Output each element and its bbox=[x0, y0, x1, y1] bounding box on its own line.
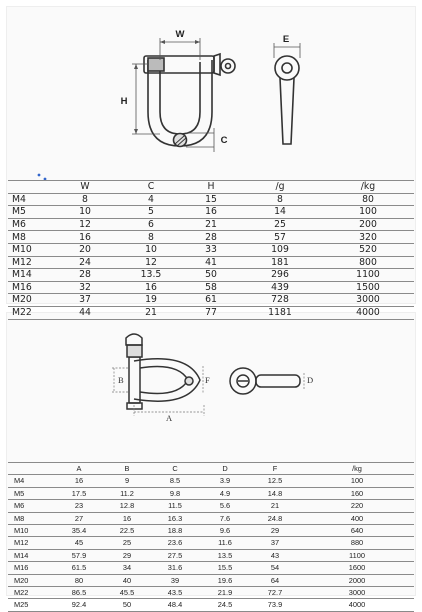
value-cell: 8.5 bbox=[150, 475, 200, 487]
value-cell: 16 bbox=[104, 512, 150, 524]
value-cell: 6 bbox=[118, 218, 184, 231]
value-cell: 17.5 bbox=[54, 487, 104, 499]
value-cell: 80 bbox=[54, 574, 104, 586]
value-cell: 29 bbox=[250, 524, 300, 536]
value-cell: 16 bbox=[54, 475, 104, 487]
table-row bbox=[8, 500, 414, 512]
value-cell: 100 bbox=[322, 206, 414, 219]
value-cell: 181 bbox=[238, 256, 322, 269]
size-cell: M25 bbox=[8, 599, 54, 611]
size-cell: M10 bbox=[8, 243, 52, 256]
value-cell: 8 bbox=[238, 193, 322, 206]
value-cell: 800 bbox=[322, 256, 414, 269]
value-cell: 12 bbox=[118, 256, 184, 269]
size-cell: M4 bbox=[8, 475, 54, 487]
dim-label-d: D bbox=[307, 375, 314, 385]
value-cell: 200 bbox=[322, 218, 414, 231]
size-cell: M20 bbox=[8, 574, 54, 586]
table-row bbox=[8, 512, 414, 524]
value-cell: 40 bbox=[104, 574, 150, 586]
value-cell: 21 bbox=[184, 218, 238, 231]
value-cell: 37 bbox=[250, 537, 300, 549]
bow-side-pin bbox=[256, 375, 300, 387]
value-cell: 109 bbox=[238, 243, 322, 256]
value-cell: 32 bbox=[52, 281, 118, 294]
size-cell: M5 bbox=[8, 487, 54, 499]
value-cell: 4000 bbox=[322, 306, 414, 319]
value-cell: 9.6 bbox=[200, 524, 250, 536]
value-cell: 45 bbox=[54, 537, 104, 549]
value-cell: 1600 bbox=[300, 562, 414, 574]
value-cell: 61.5 bbox=[54, 562, 104, 574]
column-header: H bbox=[184, 181, 238, 194]
value-cell: 14 bbox=[238, 206, 322, 219]
value-cell: 27 bbox=[54, 512, 104, 524]
size-cell: M22 bbox=[8, 586, 54, 598]
value-cell: 520 bbox=[322, 243, 414, 256]
table-row bbox=[8, 537, 414, 549]
value-cell: 29 bbox=[104, 549, 150, 561]
value-cell: 18.8 bbox=[150, 524, 200, 536]
value-cell: 39 bbox=[150, 574, 200, 586]
size-cell: M14 bbox=[8, 269, 52, 282]
value-cell: 35.4 bbox=[54, 524, 104, 536]
size-cell: M8 bbox=[8, 512, 54, 524]
value-cell: 58 bbox=[184, 281, 238, 294]
value-cell: 16 bbox=[52, 231, 118, 244]
value-cell: 12.8 bbox=[104, 500, 150, 512]
value-cell: 19.6 bbox=[200, 574, 250, 586]
value-cell: 21.9 bbox=[200, 586, 250, 598]
value-cell: 27.5 bbox=[150, 549, 200, 561]
value-cell: 24.5 bbox=[200, 599, 250, 611]
value-cell: 640 bbox=[300, 524, 414, 536]
value-cell: 10 bbox=[118, 243, 184, 256]
bow-shackle-spec-table bbox=[8, 462, 414, 612]
value-cell: 16 bbox=[118, 281, 184, 294]
dim-label-w: W bbox=[175, 29, 185, 40]
value-cell: 728 bbox=[238, 294, 322, 307]
value-cell: 3000 bbox=[300, 586, 414, 598]
column-header bbox=[8, 463, 54, 475]
column-header: D bbox=[200, 463, 250, 475]
value-cell: 10 bbox=[52, 206, 118, 219]
size-cell: M6 bbox=[8, 500, 54, 512]
size-cell: M20 bbox=[8, 294, 52, 307]
value-cell: 8 bbox=[52, 193, 118, 206]
value-cell: 33 bbox=[184, 243, 238, 256]
size-cell: M16 bbox=[8, 562, 54, 574]
value-cell: 11.6 bbox=[200, 537, 250, 549]
value-cell: 92.4 bbox=[54, 599, 104, 611]
value-cell: 31.6 bbox=[150, 562, 200, 574]
table-row bbox=[8, 549, 414, 561]
value-cell: 61 bbox=[184, 294, 238, 307]
column-header: C bbox=[150, 463, 200, 475]
value-cell: 5 bbox=[118, 206, 184, 219]
column-header: W bbox=[52, 181, 118, 194]
value-cell: 880 bbox=[300, 537, 414, 549]
value-cell: 100 bbox=[300, 475, 414, 487]
value-cell: 220 bbox=[300, 500, 414, 512]
value-cell: 14.8 bbox=[250, 487, 300, 499]
table-row bbox=[8, 574, 414, 586]
size-cell: M6 bbox=[8, 218, 52, 231]
value-cell: 72.7 bbox=[250, 586, 300, 598]
column-header: /g bbox=[238, 181, 322, 194]
value-cell: 23.6 bbox=[150, 537, 200, 549]
dim-label-a: A bbox=[166, 413, 173, 423]
value-cell: 25 bbox=[104, 537, 150, 549]
value-cell: 50 bbox=[104, 599, 150, 611]
table-row bbox=[8, 599, 414, 611]
size-cell: M12 bbox=[8, 256, 52, 269]
value-cell: 296 bbox=[238, 269, 322, 282]
value-cell: 24 bbox=[52, 256, 118, 269]
value-cell: 7.6 bbox=[200, 512, 250, 524]
value-cell: 15.5 bbox=[200, 562, 250, 574]
table-row bbox=[8, 524, 414, 536]
size-cell: M5 bbox=[8, 206, 52, 219]
dim-label-h: H bbox=[120, 96, 128, 107]
dim-label-b: B bbox=[118, 375, 124, 385]
value-cell: 16 bbox=[184, 206, 238, 219]
value-cell: 16.3 bbox=[150, 512, 200, 524]
value-cell: 1181 bbox=[238, 306, 322, 319]
value-cell: 13.5 bbox=[118, 269, 184, 282]
value-cell: 19 bbox=[118, 294, 184, 307]
column-header: B bbox=[104, 463, 150, 475]
bow-inner bbox=[140, 367, 188, 394]
size-cell: M14 bbox=[8, 549, 54, 561]
value-cell: 1100 bbox=[322, 269, 414, 282]
value-cell: 50 bbox=[184, 269, 238, 282]
bow-pin bbox=[129, 357, 140, 403]
value-cell: 22.5 bbox=[104, 524, 150, 536]
value-cell: 11.2 bbox=[104, 487, 150, 499]
value-cell: 28 bbox=[52, 269, 118, 282]
value-cell: 57.9 bbox=[54, 549, 104, 561]
column-header: /kg bbox=[300, 463, 414, 475]
size-cell: M22 bbox=[8, 306, 52, 319]
value-cell: 43 bbox=[250, 549, 300, 561]
value-cell: 21 bbox=[118, 306, 184, 319]
column-header: A bbox=[54, 463, 104, 475]
value-cell: 1100 bbox=[300, 549, 414, 561]
value-cell: 5.6 bbox=[200, 500, 250, 512]
value-cell: 13.5 bbox=[200, 549, 250, 561]
value-cell: 160 bbox=[300, 487, 414, 499]
value-cell: 2000 bbox=[300, 574, 414, 586]
value-cell: 9.8 bbox=[150, 487, 200, 499]
bow-pin-head bbox=[126, 334, 142, 345]
value-cell: 64 bbox=[250, 574, 300, 586]
dim-label-f: F bbox=[205, 375, 210, 385]
value-cell: 80 bbox=[322, 193, 414, 206]
size-cell: M4 bbox=[8, 193, 52, 206]
value-cell: 25 bbox=[238, 218, 322, 231]
value-cell: 86.5 bbox=[54, 586, 104, 598]
size-cell: M10 bbox=[8, 524, 54, 536]
value-cell: 9 bbox=[104, 475, 150, 487]
value-cell: 4 bbox=[118, 193, 184, 206]
table-row bbox=[8, 475, 414, 487]
value-cell: 73.9 bbox=[250, 599, 300, 611]
value-cell: 1500 bbox=[322, 281, 414, 294]
column-header: F bbox=[250, 463, 300, 475]
value-cell: 24.8 bbox=[250, 512, 300, 524]
value-cell: 4000 bbox=[300, 599, 414, 611]
value-cell: 439 bbox=[238, 281, 322, 294]
value-cell: 11.5 bbox=[150, 500, 200, 512]
value-cell: 77 bbox=[184, 306, 238, 319]
value-cell: 12.5 bbox=[250, 475, 300, 487]
column-header: C bbox=[118, 181, 184, 194]
table-header-row bbox=[8, 463, 414, 475]
value-cell: 15 bbox=[184, 193, 238, 206]
value-cell: 57 bbox=[238, 231, 322, 244]
value-cell: 320 bbox=[322, 231, 414, 244]
value-cell: 4.9 bbox=[200, 487, 250, 499]
table-row bbox=[8, 487, 414, 499]
value-cell: 41 bbox=[184, 256, 238, 269]
value-cell: 44 bbox=[52, 306, 118, 319]
value-cell: 8 bbox=[118, 231, 184, 244]
value-cell: 400 bbox=[300, 512, 414, 524]
value-cell: 45.5 bbox=[104, 586, 150, 598]
column-header: /kg bbox=[322, 181, 414, 194]
value-cell: 28 bbox=[184, 231, 238, 244]
value-cell: 21 bbox=[250, 500, 300, 512]
value-cell: 34 bbox=[104, 562, 150, 574]
value-cell: 20 bbox=[52, 243, 118, 256]
table-row bbox=[8, 562, 414, 574]
value-cell: 12 bbox=[52, 218, 118, 231]
table-row bbox=[8, 586, 414, 598]
value-cell: 48.4 bbox=[150, 599, 200, 611]
value-cell: 3.9 bbox=[200, 475, 250, 487]
size-cell: M12 bbox=[8, 537, 54, 549]
dim-label-c: C bbox=[220, 135, 228, 146]
dim-label-e: E bbox=[282, 34, 290, 45]
value-cell: 37 bbox=[52, 294, 118, 307]
size-cell: M8 bbox=[8, 231, 52, 244]
value-cell: 43.5 bbox=[150, 586, 200, 598]
value-cell: 54 bbox=[250, 562, 300, 574]
value-cell: 3000 bbox=[322, 294, 414, 307]
size-cell: M16 bbox=[8, 281, 52, 294]
value-cell: 23 bbox=[54, 500, 104, 512]
